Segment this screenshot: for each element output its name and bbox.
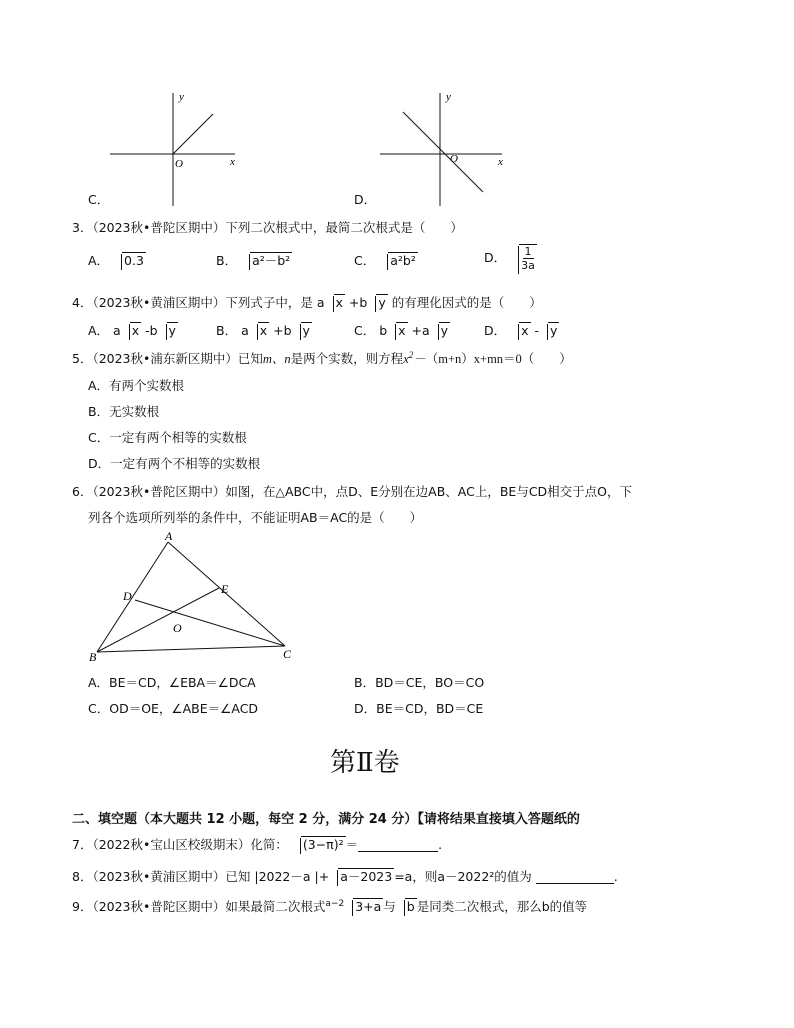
point-E: E: [221, 582, 229, 596]
option-expr: x - y: [510, 323, 559, 338]
radicand: [519, 244, 537, 272]
q3-option-c: [354, 252, 418, 268]
axis-x-label: x: [230, 156, 235, 168]
answer-blank[interactable]: [536, 871, 614, 884]
sqrt-expression: [510, 244, 537, 272]
q6-option-c: C．OD＝OE，∠ABE＝∠ACD: [88, 701, 259, 716]
option-expr: a x -b y: [113, 323, 176, 338]
sqrt-expression: [292, 836, 346, 852]
sqrt-expression: [396, 898, 417, 914]
q5-vars: m、n: [262, 352, 291, 367]
q5-eq-x2: $x^2-$: [403, 350, 426, 367]
q7-end: .: [438, 837, 443, 852]
q4-stem: [72, 294, 542, 310]
sqrt-expression: [344, 898, 383, 914]
sqrt-expression: [329, 868, 394, 884]
graph-c: [100, 88, 250, 208]
option-label: C．: [354, 323, 376, 338]
q8-pre: 8．（2023秋•黄浦区期中）已知 |2022－a |+: [72, 869, 330, 884]
option-label: B．: [216, 253, 238, 268]
q8-end: .: [613, 869, 618, 884]
q4-option-c: [354, 322, 450, 338]
q7-post: ＝: [345, 837, 359, 852]
q4-stem-pre: 4．（2023秋•黄浦区期中）下列式子中，是: [72, 295, 313, 310]
q5-option-c: C．一定有两个相等的实数根: [88, 430, 247, 445]
axis-y-label: y: [446, 91, 451, 103]
numerator: 1: [524, 245, 532, 258]
q3-option-b: [216, 252, 292, 268]
graph-d-label: D．: [354, 192, 377, 207]
radicand: 3+a: [355, 899, 382, 914]
axis-x-label: x: [498, 156, 503, 168]
q9-post: 是同类二次根式，那么b的值等: [416, 899, 588, 914]
option-label: A．: [88, 323, 110, 338]
q6-option-a: A．BE＝CD，∠EBA＝∠DCA: [88, 675, 256, 690]
q5-eq-rest: （m+n）x+mn＝0（ ）: [425, 352, 572, 367]
vertex-B: B: [89, 650, 97, 664]
q5-stem-pre: 5．（2023秋•浦东新区期中）已知: [72, 351, 263, 367]
q5-stem: [72, 350, 572, 367]
q7: [72, 836, 442, 852]
answer-blank[interactable]: [358, 839, 438, 852]
radicand: a²－b²: [252, 253, 291, 268]
q6-option-b: B．BD＝CE，BO＝CO: [354, 675, 485, 690]
q4-stem-post: 的有理化因式的是（ ）: [391, 295, 542, 310]
part2-title: 第Ⅱ卷: [330, 748, 400, 778]
option-expr: b x +a y: [379, 323, 449, 338]
origin-label: O: [175, 158, 183, 170]
q3-option-a: [88, 252, 146, 268]
q6-stem-line2: 列各个选项所列举的条件中，不能证明AB＝AC的是（ ）: [88, 510, 423, 525]
axis-y-label: y: [179, 91, 184, 103]
q5-option-b: B．无实数根: [88, 404, 160, 419]
denominator: 3a: [521, 259, 535, 273]
q4-target-expr: a x +b y: [316, 295, 386, 310]
sqrt-expression: [241, 252, 292, 268]
option-label: D．: [484, 323, 507, 338]
q9: [72, 898, 587, 914]
radicand: (3−π)²: [302, 837, 344, 852]
q7-pre: 7．（2022秋•宝山区校级期末）化简：: [72, 837, 288, 852]
option-label: A．: [88, 253, 110, 268]
option-label: D．: [484, 250, 507, 266]
q3-option-d: [484, 244, 537, 272]
q9-sup: a−2: [325, 898, 345, 909]
q3-stem: 3．（2023秋•普陀区期中）下列二次根式中，最简二次根式是（ ）: [72, 220, 463, 235]
option-label: C．: [354, 253, 376, 268]
fraction: [521, 245, 535, 272]
vertex-A: A: [165, 530, 173, 543]
sqrt-expression: [379, 252, 418, 268]
graph-d: [370, 88, 520, 208]
q5-option-a: A．有两个实数根: [88, 378, 185, 393]
radicand: a－2023: [340, 869, 393, 884]
option-label: B．: [216, 323, 238, 338]
graph-c-label: C．: [88, 192, 110, 207]
point-O: O: [173, 621, 182, 635]
q4-option-a: [88, 322, 178, 338]
radicand: 0.3: [124, 253, 144, 268]
q9-pre: 9．（2023秋•普陀区期中）如果最简二次根式: [72, 899, 326, 914]
triangle-figure: [85, 530, 300, 670]
radicand: b: [406, 899, 415, 914]
option-expr: a x +b y: [241, 323, 310, 338]
q9-mid: 与: [383, 899, 396, 914]
radicand: a²b²: [390, 253, 416, 268]
q8: [72, 868, 618, 884]
q5-option-d: D．一定有两个不相等的实数根: [88, 456, 261, 471]
sqrt-expression: [113, 252, 146, 268]
q8-mid: =a，则a－2022²的值为: [394, 869, 532, 884]
q4-option-d: [484, 322, 559, 338]
origin-label: O: [450, 153, 458, 165]
q6-option-d: D．BE＝CD，BD＝CE: [354, 701, 484, 716]
q6-stem-line1: 6．（2023秋•普陀区期中）如图，在△ABC中，点D、E分别在边AB、AC上，BE与CD相交于点O，下: [72, 484, 633, 499]
vertex-C: C: [283, 647, 292, 661]
q5-stem-mid: 是两个实数，则方程: [290, 351, 404, 367]
point-D: D: [123, 589, 132, 603]
section2-title: 二、填空题（本大题共 12 小题，每空 2 分，满分 24 分）【请将结果直接填入答题纸的: [72, 812, 580, 827]
q4-option-b: [216, 322, 312, 338]
